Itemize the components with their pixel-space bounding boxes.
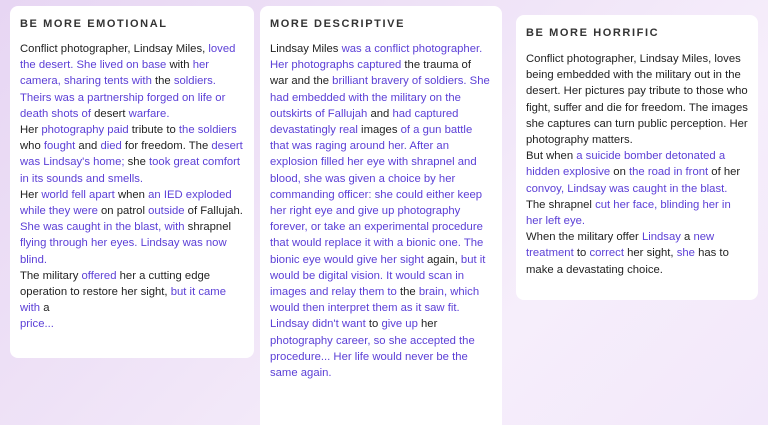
card-paragraph [20,187,244,268]
plain-text: her [417,318,438,331]
highlighted-text: convoy, Lindsay was caught in the blast. [526,182,728,195]
card-heading: BE MORE EMOTIONAL [20,18,168,30]
highlighted-text: flying through her eyes. Lindsay was now blind. [20,237,227,266]
highlighted-text: the soldiers [178,124,237,137]
plain-text: desert [90,107,129,120]
highlighted-text: but it came with [20,286,226,315]
plain-text: a [680,231,694,244]
plain-text: of her [708,166,741,179]
highlighted-text: her camera, sharing tents with [20,59,210,88]
plain-text: Her [20,188,42,201]
plain-text: to [365,318,382,331]
card-heading: MORE DESCRIPTIVE [270,18,406,30]
highlighted-text: offered [81,269,117,282]
highlighted-text: give up [381,318,418,331]
plain-text: The military [20,269,82,282]
card-body [526,51,748,278]
plain-text: Her [20,124,42,137]
highlighted-text: a suicide bomber detonated a hidden explosive [526,150,726,179]
plain-text: the [151,75,174,88]
highlighted-text: took great comfort in its sounds and smells. [20,156,241,185]
plain-text: with [166,59,193,72]
highlighted-text: an IED exploded while they were [20,188,232,218]
highlighted-text: outside [148,205,185,218]
card-heading: BE MORE HORRIFIC [526,27,660,39]
highlighted-text: desert was Lindsay's home; [20,140,243,169]
card-body [270,41,492,381]
highlighted-text: loved the desert. She lived on base [20,43,236,72]
plain-text: The shrapnel [526,198,596,211]
plain-text: images [357,124,401,137]
plain-text: on patrol [97,205,149,218]
highlighted-text: the road in front [629,166,709,179]
highlighted-text: but it would be digital vision. It would scan in images and relay them to [270,253,486,299]
card-be-more-horrific [516,15,758,300]
highlighted-text: cut her face, blinding her in her left eye. [526,198,731,228]
plain-text: the trauma of war and the [270,59,471,88]
plain-text: Conflict photographer, Lindsay Miles, loves being embedded with the military out in the desert. Her pictures pay tribute to those who fight, suffer and die for freedom. The images she captures can turn public perception. Her photography matters. [526,53,748,147]
highlighted-text: brain, which would then interpret them as it saw fit. Lindsay didn't want [270,286,480,331]
card-paragraph [20,316,244,332]
plain-text: she [124,156,150,169]
highlighted-text: had captured devastatingly real [270,107,459,137]
highlighted-text: soldiers. Theirs was a partnership forged on life or death shots of [20,75,226,120]
highlighted-text: new treatment [526,231,715,260]
plain-text: on [610,166,630,179]
plain-text: Lindsay Miles [270,43,342,55]
plain-text: has to make a devastating choice. [526,247,729,276]
highlighted-text: photography paid [41,124,129,137]
plain-text: Conflict photographer, Lindsay Miles, [20,43,209,55]
plain-text: When the military offer [526,231,642,244]
highlighted-text: price... [20,318,54,331]
highlighted-text: correct [589,247,624,260]
card-paragraph [526,148,748,229]
card-paragraph [20,122,244,187]
plain-text: for freedom. The [121,140,212,153]
plain-text: to [573,247,590,260]
plain-text: and [75,140,101,153]
card-paragraph [20,41,244,122]
highlighted-text: fought [43,140,76,153]
plain-text: when [114,188,149,201]
plain-text: and [367,107,393,120]
plain-text: again, [423,253,461,266]
plain-text: her a cutting edge operation to restore her sight, [20,269,211,299]
plain-text: a [40,302,50,315]
card-paragraph [270,41,492,381]
highlighted-text: of a gun battle that was raging around her. After an explosion filled her eye with shrapnel and blood, she was given a choice by her commanding officer: she could either keep her right eye and give up photography forever, or take an experimental procedure that would replace it with a bionic one. The bionic eye would give her sight [270,124,484,266]
card-body [20,41,244,333]
plain-text: tribute to [128,124,179,137]
plain-text: her sight, [623,247,677,260]
plain-text: shrapnel [184,221,232,234]
highlighted-text: brilliant bravery of soldiers. She had embedded with the military on the outskirts of Fallujah [270,75,490,120]
highlighted-text: was a conflict photographer. Her photographs captured [270,43,483,72]
card-more-descriptive [260,6,502,425]
plain-text: But when [526,150,577,163]
card-be-more-emotional [10,6,254,358]
highlighted-text: warfare. [128,107,170,120]
plain-text: who [20,140,44,153]
plain-text: of Fallujah. [184,205,243,218]
highlighted-text: photography career, so she accepted the procedure... Her life would never be the same again. [270,334,475,380]
highlighted-text: Lindsay [641,231,681,244]
plain-text: the [396,286,419,299]
highlighted-text: she [676,247,695,260]
card-paragraph [526,51,748,148]
card-paragraph [526,229,748,278]
card-paragraph [20,268,244,317]
highlighted-text: died [100,140,122,153]
highlighted-text: world fell apart [41,188,115,201]
highlighted-text: She was caught in the blast, with [20,221,185,234]
